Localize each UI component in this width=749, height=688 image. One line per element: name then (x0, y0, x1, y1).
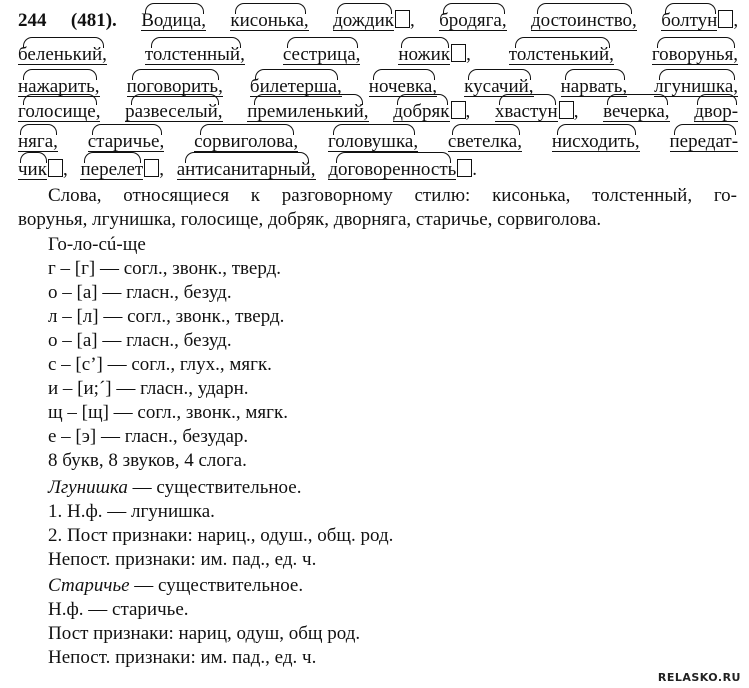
phonetic-row: г – [г] — согл., звонк., тверд. (48, 258, 281, 279)
word: толстенный, (144, 44, 245, 65)
punct: , (409, 10, 415, 31)
morph1-line: Непост. признаки: им. пад., ед. ч. (48, 549, 317, 570)
phonetic-summary: 8 букв, 8 звуков, 4 слога. (48, 450, 247, 471)
word: старичье, (87, 131, 165, 152)
exercise-line-2 (18, 44, 738, 66)
phonetic-row: о – [а] — гласн., безуд. (48, 282, 232, 303)
colloquial-line-1: Слова, относящиеся к разговорному стилю: кисонька, толстенный, го- (48, 185, 737, 206)
word: голосище, (18, 101, 101, 122)
zero-ending-box (718, 10, 733, 28)
word: поговорить, (126, 76, 223, 97)
phonetic-row: щ – [щ] — согл., звонк., мягк. (48, 402, 288, 423)
word: добряк (393, 101, 450, 122)
word: ножик (398, 44, 451, 65)
exercise-line-1 (18, 10, 738, 32)
word: хвастун (494, 101, 558, 122)
zero-ending-box (559, 101, 574, 119)
word: дождик (333, 10, 394, 31)
word: сестрица, (282, 44, 361, 65)
exercise-line-5 (18, 131, 738, 153)
exercise-line-6 (18, 159, 477, 181)
morph2-pos: — существительное. (129, 575, 304, 596)
morph1-word: Лгунишка (48, 477, 128, 498)
phonetic-row: о – [а] — гласн., безуд. (48, 330, 232, 351)
punct: . (472, 159, 478, 180)
word: перелет (80, 159, 144, 180)
zero-ending-box (395, 10, 410, 28)
morph2-line: Непост. признаки: им. пад., ед. ч. (48, 647, 317, 668)
word: светелка, (447, 131, 522, 152)
word: развеселый, (125, 101, 223, 122)
word: лгунишка, (654, 76, 739, 97)
zero-ending-box (48, 159, 63, 177)
word: Водица, (141, 10, 206, 31)
phonetic-row: и – [и;´] — гласн., ударн. (48, 378, 249, 399)
word: нисходить, (551, 131, 640, 152)
word: няга, (18, 131, 58, 152)
word: головушка, (327, 131, 419, 152)
word: нажарить, (18, 76, 100, 97)
word: антисанитарный, (176, 159, 316, 180)
word: премиленький, (247, 101, 369, 122)
word: нарвать, (560, 76, 628, 97)
word: ночевка, (368, 76, 438, 97)
word: говорунья, (651, 44, 739, 65)
word: билетерша, (249, 76, 342, 97)
word: кисонька, (230, 10, 309, 31)
morph2-title (48, 575, 303, 597)
punct: , (159, 159, 164, 180)
word: вечерка, (603, 101, 670, 122)
morph1-line: 2. Пост признаки: нариц., одуш., общ. род. (48, 525, 394, 546)
word: кусачий, (464, 76, 534, 97)
word: договоренность (328, 159, 457, 180)
word: беленький, (18, 44, 107, 65)
zero-ending-box (451, 44, 466, 62)
punct: , (465, 101, 471, 122)
zero-ending-box (144, 159, 159, 177)
word: двор- (694, 101, 739, 122)
zero-ending-box (451, 101, 466, 119)
phonetic-word: Го-ло-cú-ще (48, 234, 146, 255)
morph1-pos: — существительное. (127, 477, 302, 498)
zero-ending-box (457, 159, 472, 177)
punct: , (466, 44, 471, 65)
word: чик (18, 159, 47, 180)
phonetic-row: л – [л] — согл., звонк., тверд. (48, 306, 285, 327)
phonetic-row: с – [с’] — согл., глух., мягк. (48, 354, 272, 375)
morph2-word: Старичье (48, 575, 130, 596)
morph2-line: Н.ф. — старичье. (48, 599, 189, 620)
punct: , (733, 10, 739, 31)
word: сорвиголова, (194, 131, 299, 152)
word: толстенький, (508, 44, 614, 65)
phonetic-row: е – [э] — гласн., безудар. (48, 426, 249, 447)
punct: , (573, 101, 579, 122)
morph2-line: Пост признаки: нариц, одуш, общ род. (48, 623, 361, 644)
watermark: RELASKO.RU (657, 671, 741, 684)
word: бродяга, (439, 10, 507, 31)
word: достоинство, (531, 10, 637, 31)
colloquial-line-2: ворунья, лгунишка, голосище, добряк, дворняга, старичье, сорвиголова. (18, 209, 602, 230)
punct: , (62, 159, 68, 180)
exercise-line-4 (18, 101, 738, 123)
morph1-line: 1. Н.ф. — лгунишка. (48, 501, 215, 522)
word: передат- (669, 131, 739, 152)
word: болтун (661, 10, 718, 31)
exercise-number: 244 (481). (18, 10, 117, 31)
morph1-title (48, 477, 301, 499)
